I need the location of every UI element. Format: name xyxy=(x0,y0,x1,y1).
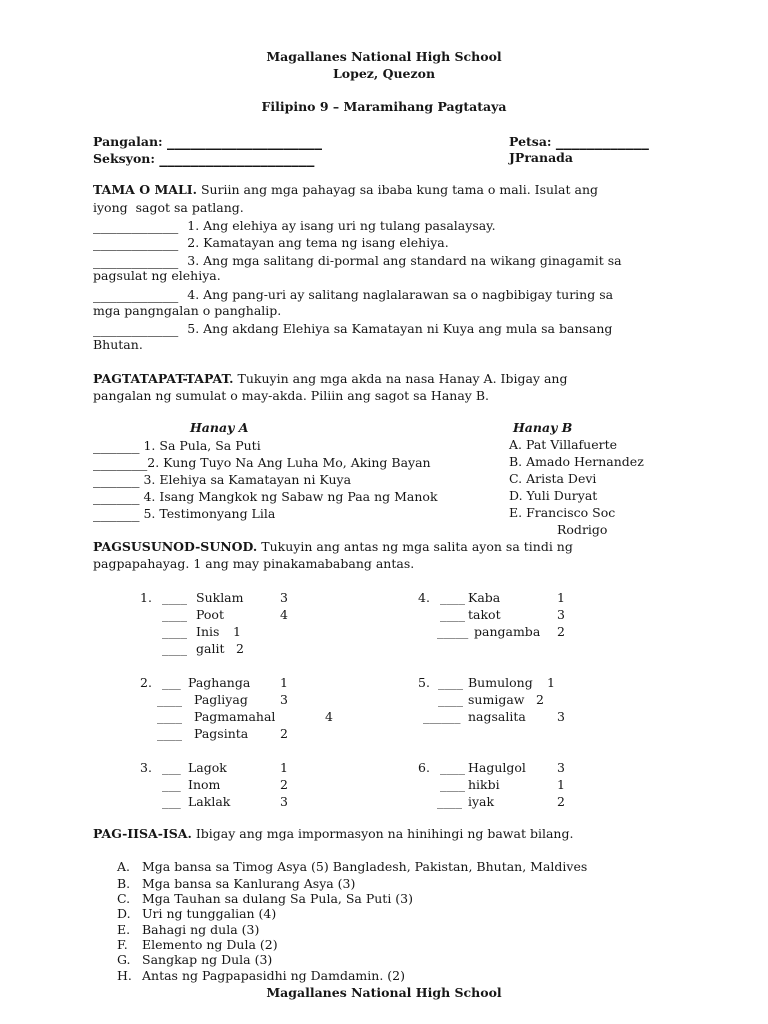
rank-value: 2 xyxy=(557,624,565,639)
rank-value: 2 xyxy=(280,777,288,792)
column-a-item xyxy=(93,504,275,522)
item-letter: B. xyxy=(117,876,131,891)
date-field xyxy=(509,132,649,150)
answer-blank: ____ xyxy=(440,760,465,775)
answer-blank: ______ xyxy=(423,709,461,724)
column-a-item xyxy=(93,470,351,488)
rank-value: 2 xyxy=(536,692,544,707)
ranking-word: Suklam xyxy=(196,590,244,605)
item-letter: H. xyxy=(117,968,132,983)
rank-value: 2 xyxy=(236,641,244,656)
ranking-word: Pagsinta xyxy=(194,726,249,741)
true-false-item xyxy=(93,216,496,234)
group-number: 4. xyxy=(418,590,430,605)
item-text: Sangkap ng Dula (3) xyxy=(142,952,273,967)
answer-blank: _____ xyxy=(437,624,469,639)
ranking-word: takot xyxy=(468,607,501,622)
rank-value: 3 xyxy=(280,692,288,707)
item-text: 5. Ang akdang Elehiya sa Kamatayan ni Kuya ang mula sa bansang xyxy=(187,321,613,336)
answer-blank: ____ xyxy=(157,726,182,741)
answer-blank: ____ xyxy=(437,794,462,809)
column-b-item: B. Amado Hernandez xyxy=(509,454,644,469)
ranking-group xyxy=(0,759,768,831)
item-text: 2. Kamatayan ang tema ng isang elehiya. xyxy=(187,235,449,250)
name-label: Pangalan: xyxy=(93,134,163,149)
rank-value: 1 xyxy=(233,624,241,639)
column-b-item: E. Francisco Soc xyxy=(509,505,616,520)
rank-value: 3 xyxy=(280,794,288,809)
author-name: JPranada xyxy=(509,150,574,165)
column-a-item xyxy=(93,453,431,471)
answer-blank: ______ xyxy=(93,487,140,505)
answer-blank: ____ xyxy=(157,709,182,724)
column-b-item: A. Pat Villafuerte xyxy=(509,437,617,452)
ranking-row xyxy=(0,623,768,641)
answer-blank: ______ xyxy=(93,504,140,522)
footer-school-name: Magallanes National High School xyxy=(266,985,502,1000)
ranking-instructions xyxy=(93,538,573,556)
item-text: Antas ng Pagpapasidhi ng Damdamin. (2) xyxy=(142,968,405,983)
column-b-item: C. Arista Devi xyxy=(509,471,597,486)
ranking-row xyxy=(0,793,768,811)
rank-value: 1 xyxy=(557,590,565,605)
section-heading: TAMA O MALI. xyxy=(93,182,197,197)
item-text: Uri ng tunggalian (4) xyxy=(142,906,277,921)
item-text: 4. Ang pang-uri ay salitang naglalarawan sa o nagbibigay turing sa xyxy=(187,287,614,302)
answer-blank: ___ xyxy=(162,794,181,809)
ranking-word: iyak xyxy=(468,794,495,809)
column-a-item xyxy=(93,436,261,454)
ranking-group xyxy=(0,589,768,661)
rank-value: 3 xyxy=(557,607,565,622)
section-heading: PAG-IISA-ISA. xyxy=(93,826,192,841)
answer-blank: ___ xyxy=(162,777,181,792)
ranking-word: Laklak xyxy=(188,794,231,809)
item-text-continuation: Bhutan. xyxy=(93,337,143,352)
ranking-word: Pagmamahal xyxy=(194,709,276,724)
answer-blank: ______ xyxy=(93,470,140,488)
date-label: Petsa: xyxy=(509,134,552,149)
school-location: Lopez, Quezon xyxy=(332,66,436,81)
answer-blank: ____ xyxy=(162,607,187,622)
rank-value: 2 xyxy=(280,726,288,741)
ranking-word: Poot xyxy=(196,607,224,622)
instructions-text: pangalan ng sumulat o may-akda. Piliin ang sagot sa Hanay B. xyxy=(93,388,489,403)
tama-o-mali-instructions xyxy=(93,181,598,199)
instructions-text: Tukuyin ang antas ng mga salita ayon sa tindi ng xyxy=(261,539,573,554)
answer-blank: ____ xyxy=(157,692,182,707)
item-text: 2. Kung Tuyo Na Ang Luha Mo, Aking Bayan xyxy=(147,455,431,470)
answer-blank: ____ xyxy=(162,641,187,656)
item-letter: G. xyxy=(117,952,131,967)
ranking-word: Lagok xyxy=(188,760,227,775)
ranking-word: Bumulong xyxy=(468,675,533,690)
answer-blank: ___ xyxy=(162,760,181,775)
item-letter: C. xyxy=(117,891,131,906)
instructions-text: Suriin ang mga pahayag sa ibaba kung tama o mali. Isulat ang xyxy=(200,182,598,197)
column-a-title: Hanay A xyxy=(190,420,249,435)
answer-blank: ____ xyxy=(440,777,465,792)
item-text: 1. Sa Pula, Sa Puti xyxy=(143,438,261,453)
answer-blank: ___________ xyxy=(93,216,179,234)
item-letter: F. xyxy=(117,937,128,952)
answer-blank: ___________ xyxy=(93,285,179,303)
instructions-text: iyong sagot sa patlang. xyxy=(93,200,244,215)
rank-value: 3 xyxy=(557,760,565,775)
group-number: 6. xyxy=(418,760,430,775)
item-letter: D. xyxy=(117,906,131,921)
item-text: 5. Testimonyang Lila xyxy=(143,506,276,521)
item-text: 1. Ang elehiya ay isang uri ng tulang pasalaysay. xyxy=(187,218,496,233)
ranking-group xyxy=(0,674,768,746)
rank-value: 1 xyxy=(280,760,288,775)
answer-blank: ___ xyxy=(162,675,181,690)
answer-blank: ____ xyxy=(438,692,463,707)
answer-blank: ____ xyxy=(162,590,187,605)
column-b-item-continuation: Rodrigo xyxy=(557,522,608,537)
rank-value: 3 xyxy=(280,590,288,605)
rank-value: 2 xyxy=(557,794,565,809)
ranking-row xyxy=(0,674,768,692)
answer-blank: ____ xyxy=(440,590,465,605)
instructions-text: Tukuyin ang mga akda na nasa Hanay A. Ibigay ang xyxy=(237,371,568,386)
column-b-item: D. Yuli Duryat xyxy=(509,488,598,503)
item-text: Mga Tauhan sa dulang Sa Pula, Sa Puti (3) xyxy=(142,891,413,906)
item-text: Mga bansa sa Kanlurang Asya (3) xyxy=(142,876,356,891)
rank-value: 3 xyxy=(557,709,565,724)
section-label: Seksyon: xyxy=(93,151,155,166)
answer-blank: ___________ xyxy=(93,233,179,251)
answer-blank: ____ xyxy=(440,607,465,622)
ranking-row xyxy=(0,691,768,709)
item-letter: A. xyxy=(117,859,131,874)
matching-instructions xyxy=(93,370,567,388)
item-text: 3. Elehiya sa Kamatayan ni Kuya xyxy=(143,472,352,487)
rank-value: 4 xyxy=(280,607,288,622)
ranking-word: Paghanga xyxy=(188,675,251,690)
enumeration-instructions xyxy=(93,825,573,843)
item-letter: E. xyxy=(117,922,131,937)
answer-blank: ___________ xyxy=(93,251,179,269)
group-number: 1. xyxy=(140,590,152,605)
item-text: Mga bansa sa Timog Asya (5) Bangladesh, Pakistan, Bhutan, Maldives xyxy=(142,859,588,874)
rank-value: 1 xyxy=(557,777,565,792)
section-field xyxy=(93,149,314,167)
item-text-continuation: pagsulat ng elehiya. xyxy=(93,268,221,283)
answer-blank: _______ xyxy=(93,453,148,471)
date-blank: ____________ xyxy=(555,131,649,150)
item-text: Bahagi ng dula (3) xyxy=(142,922,260,937)
instructions-text: Ibigay ang mga impormasyon na hinihingi ng bawat bilang. xyxy=(195,826,574,841)
group-number: 3. xyxy=(140,760,152,775)
answer-blank: ____ xyxy=(162,624,187,639)
item-text: 3. Ang mga salitang di-pormal ang standard na wikang ginagamit sa xyxy=(187,253,622,268)
section-blank: ____________________ xyxy=(159,148,315,167)
ranking-row xyxy=(0,606,768,624)
true-false-item xyxy=(93,285,613,303)
item-text-continuation: mga pangngalan o panghalip. xyxy=(93,303,282,318)
answer-blank: ______ xyxy=(93,436,140,454)
ranking-row xyxy=(0,589,768,607)
answer-blank: ___________ xyxy=(93,319,179,337)
rank-value: 1 xyxy=(280,675,288,690)
instructions-text: pagpapahayag. 1 ang may pinakamababang antas. xyxy=(93,556,415,571)
enumeration-item xyxy=(0,967,768,985)
ranking-word: pangamba xyxy=(474,624,541,639)
item-text: 4. Isang Mangkok ng Sabaw ng Paa ng Manok xyxy=(143,489,438,504)
item-text: Elemento ng Dula (2) xyxy=(142,937,278,952)
ranking-word: galit xyxy=(196,641,225,656)
group-number: 2. xyxy=(140,675,152,690)
column-a-item xyxy=(93,487,438,505)
ranking-word: Pagliyag xyxy=(194,692,248,707)
enumeration-item xyxy=(0,858,768,876)
ranking-word: hikbi xyxy=(468,777,500,792)
ranking-word: Kaba xyxy=(468,590,501,605)
name-blank: ____________________ xyxy=(167,131,323,150)
column-b-title: Hanay B xyxy=(513,420,573,435)
ranking-row xyxy=(0,776,768,794)
section-heading: PAGTATAPAT-TAPAT. xyxy=(93,371,234,386)
group-number: 5. xyxy=(418,675,430,690)
exam-title: Filipino 9 – Maramihang Pagtataya xyxy=(261,99,507,114)
true-false-item xyxy=(93,233,449,251)
section-heading: PAGSUSUNOD-SUNOD. xyxy=(93,539,258,554)
answer-blank: ____ xyxy=(438,675,463,690)
ranking-word: nagsalita xyxy=(468,709,526,724)
true-false-item xyxy=(93,319,612,337)
rank-value: 4 xyxy=(325,709,333,724)
ranking-word: Hagulgol xyxy=(468,760,526,775)
school-name: Magallanes National High School xyxy=(266,49,502,64)
rank-value: 1 xyxy=(547,675,555,690)
ranking-row xyxy=(0,708,768,726)
ranking-word: Inom xyxy=(188,777,221,792)
ranking-word: Inis xyxy=(196,624,220,639)
ranking-row xyxy=(0,759,768,777)
ranking-word: sumigaw xyxy=(468,692,525,707)
